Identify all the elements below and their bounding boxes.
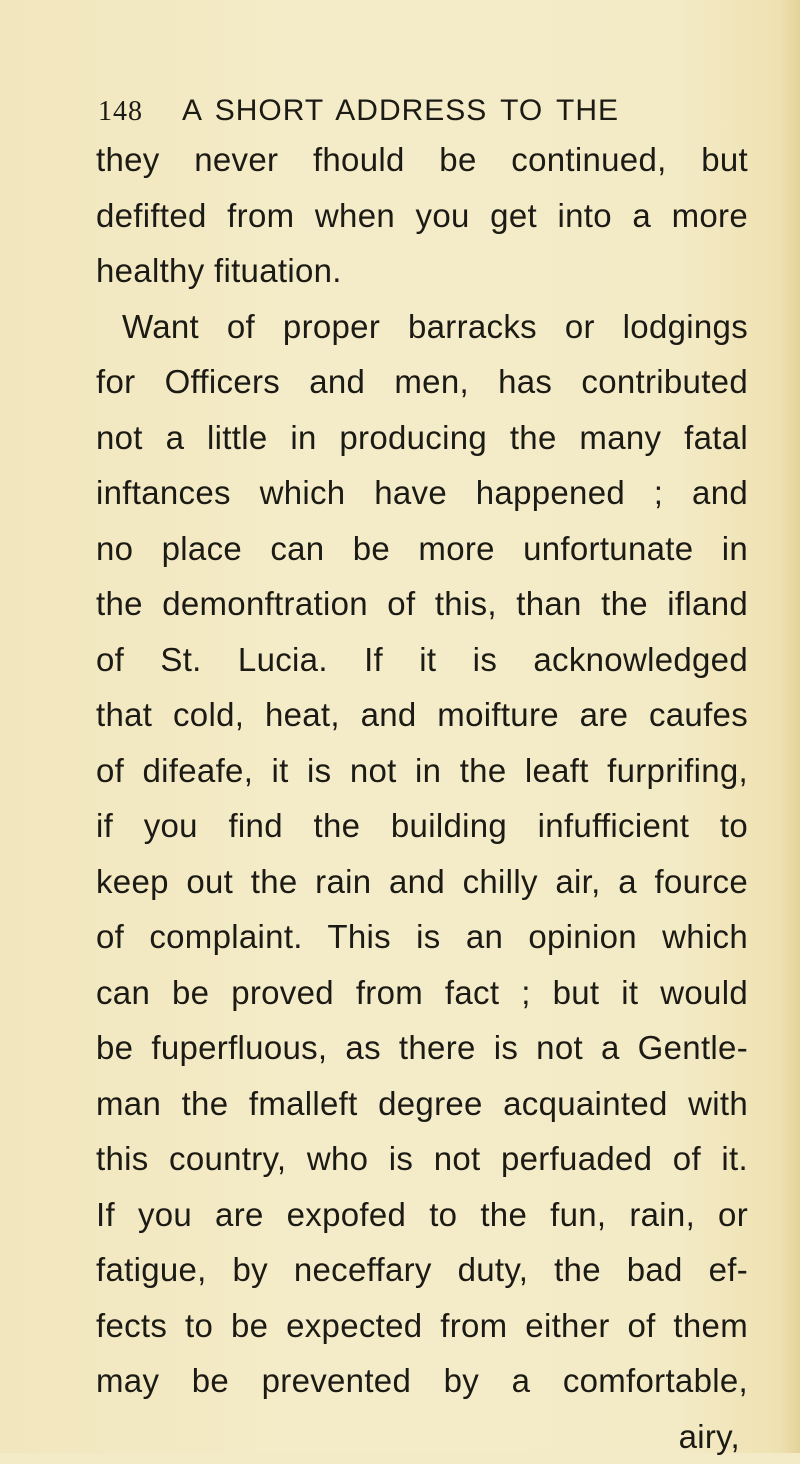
text-line: keep out the rain and chilly air, a fource bbox=[96, 854, 748, 910]
text-line: that cold, heat, and moifture are caufes bbox=[96, 687, 748, 743]
text-line: not a little in producing the many fatal bbox=[96, 410, 748, 466]
text-line: fects to be expected from either of them bbox=[96, 1298, 748, 1354]
text-line: for Officers and men, has contributed bbox=[96, 354, 748, 410]
text-line: be fuperfluous, as there is not a Gentle- bbox=[96, 1020, 748, 1076]
text-line: If you are expofed to the fun, rain, or bbox=[96, 1187, 748, 1243]
text-line: may be prevented by a comfortable, bbox=[96, 1353, 748, 1409]
running-title: A SHORT ADDRESS TO THE bbox=[182, 94, 619, 128]
text-line: of difeafe, it is not in the leaft furprifing, bbox=[96, 743, 748, 799]
page-number: 148 bbox=[98, 96, 143, 128]
text-line: man the fmalleft degree acquainted with bbox=[96, 1076, 748, 1132]
text-line: can be proved from fact ; but it would bbox=[96, 965, 748, 1021]
text-line: fatigue, by neceffary duty, the bad ef- bbox=[96, 1242, 748, 1298]
text-line: of complaint. This is an opinion which bbox=[96, 909, 748, 965]
text-line: they never fhould be continued, but bbox=[96, 132, 748, 188]
text-line: no place can be more unfortunate in bbox=[96, 521, 748, 577]
text-line: of St. Lucia. If it is acknowledged bbox=[96, 632, 748, 688]
text-line: the demonftration of this, than the ifland bbox=[96, 576, 748, 632]
catchword: airy, bbox=[96, 1409, 748, 1464]
text-line: if you find the building infufficient to bbox=[96, 798, 748, 854]
text-line: healthy fituation. bbox=[96, 243, 748, 299]
text-line: this country, who is not perfuaded of it. bbox=[96, 1131, 748, 1187]
page-edge-shadow bbox=[778, 0, 800, 1453]
text-line: inftances which have happened ; and bbox=[96, 465, 748, 521]
text-line: defifted from when you get into a more bbox=[96, 188, 748, 244]
body-text bbox=[96, 132, 748, 1464]
text-line: Want of proper barracks or lodgings bbox=[96, 299, 748, 355]
